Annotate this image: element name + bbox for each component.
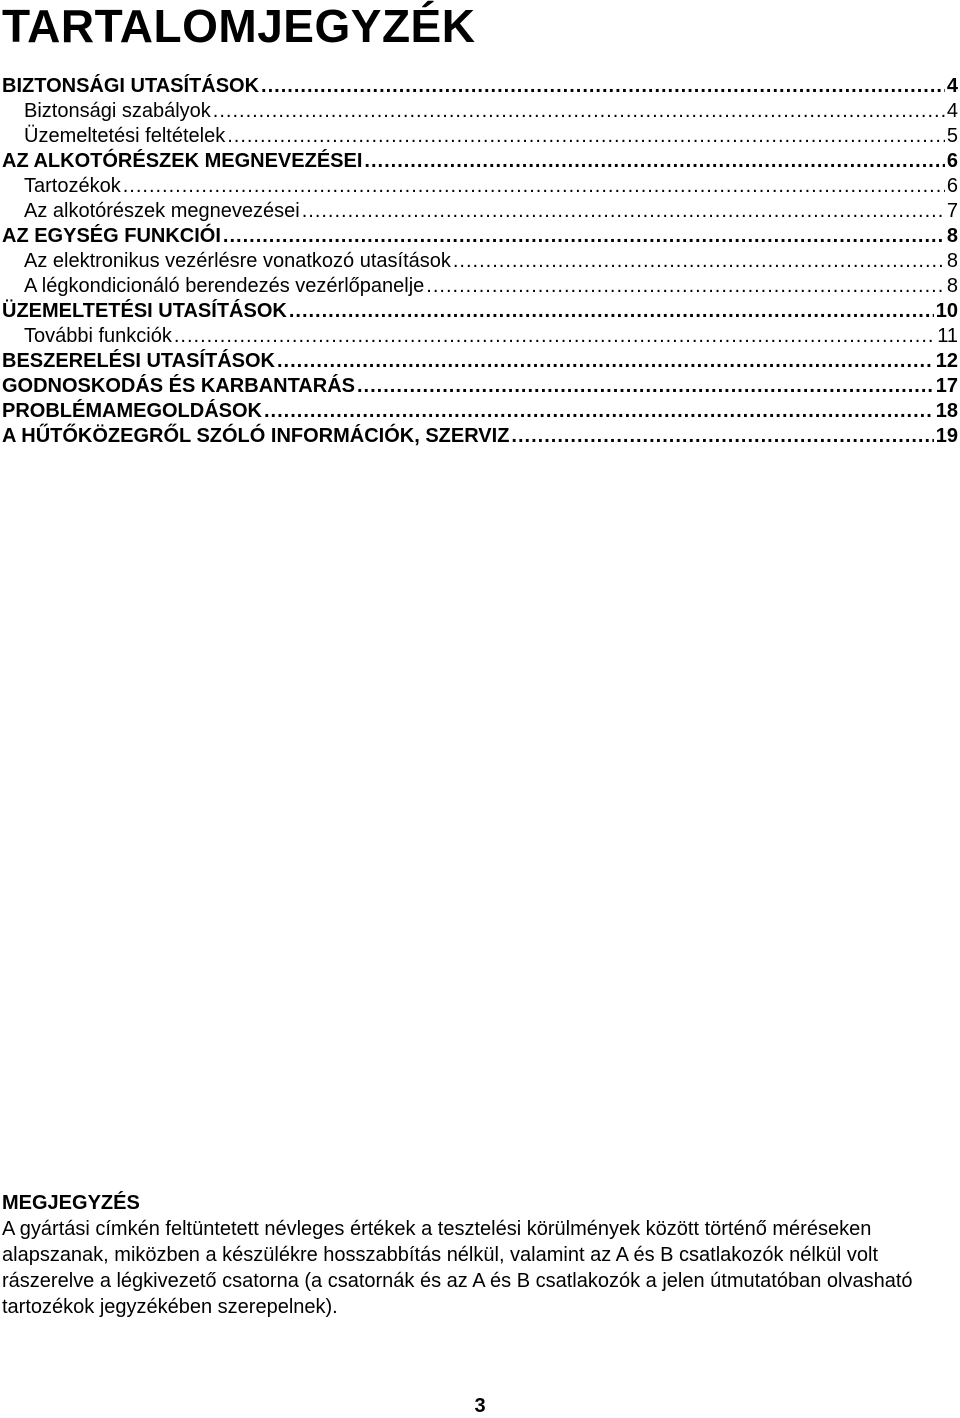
toc-entry-page: 7 bbox=[946, 200, 958, 222]
toc-dot-leader bbox=[357, 374, 934, 399]
toc-entry-title: BESZERELÉSI UTASÍTÁSOK bbox=[2, 350, 275, 372]
toc-entry[interactable] bbox=[2, 324, 958, 349]
toc-dot-leader bbox=[261, 74, 945, 99]
toc-entry-title: További funkciók bbox=[24, 325, 172, 347]
toc-entry[interactable] bbox=[2, 99, 958, 124]
toc-entry-title: AZ EGYSÉG FUNKCIÓI bbox=[2, 225, 221, 247]
toc-entry-title: PROBLÉMAMEGOLDÁSOK bbox=[2, 400, 262, 422]
toc-entry-title: AZ ALKOTÓRÉSZEK MEGNEVEZÉSEI bbox=[2, 150, 363, 172]
toc-entry[interactable] bbox=[2, 149, 958, 174]
toc-entry[interactable] bbox=[2, 124, 958, 149]
toc-entry-title: Az alkotórészek megnevezései bbox=[24, 200, 300, 222]
toc-dot-leader bbox=[364, 149, 944, 174]
toc-entry-title: ÜZEMELTETÉSI UTASÍTÁSOK bbox=[2, 300, 287, 322]
toc-entry-page: 6 bbox=[946, 150, 958, 172]
toc-entry[interactable] bbox=[2, 224, 958, 249]
toc-entry-page: 11 bbox=[937, 325, 958, 347]
toc-dot-leader bbox=[223, 224, 945, 249]
toc-entry[interactable] bbox=[2, 274, 958, 299]
toc-entry[interactable] bbox=[2, 399, 958, 424]
toc-entry-title: Tartozékok bbox=[24, 175, 121, 197]
toc-dot-leader bbox=[264, 399, 934, 424]
toc-entry[interactable] bbox=[2, 174, 958, 199]
toc-dot-leader bbox=[123, 174, 945, 199]
toc-entry-title: A légkondicionáló berendezés vezérlőpanelje bbox=[24, 275, 425, 297]
toc-entry[interactable] bbox=[2, 74, 958, 99]
toc-dot-leader bbox=[302, 199, 945, 224]
toc-entry[interactable] bbox=[2, 249, 958, 274]
toc-entry-page: 12 bbox=[935, 350, 958, 372]
page-title: TARTALOMJEGYZÉK bbox=[2, 0, 476, 52]
table-of-contents bbox=[2, 74, 958, 449]
toc-entry-title: Üzemeltetési feltételek bbox=[24, 125, 226, 147]
toc-entry-title: Biztonsági szabályok bbox=[24, 100, 211, 122]
toc-dot-leader bbox=[511, 424, 933, 449]
toc-entry-page: 8 bbox=[946, 275, 958, 297]
toc-dot-leader bbox=[426, 274, 945, 299]
toc-entry[interactable] bbox=[2, 299, 958, 324]
toc-entry[interactable] bbox=[2, 199, 958, 224]
toc-entry[interactable] bbox=[2, 424, 958, 449]
toc-entry-page: 18 bbox=[935, 400, 958, 422]
toc-dot-leader bbox=[227, 124, 945, 149]
toc-dot-leader bbox=[453, 249, 945, 274]
note-text: A gyártási címkén feltüntetett névleges értékek a tesztelési körülmények között történő méréseken alapszanak, miközben a készülékre hosszabbítás nélkül, valamint az A és B csatlakozók nélkül volt rászerelve a légkivezető csatorna (a csatornák és az A és B csatlakozók a jelen útmutatóban olvasható tartozékok jegyzékében szerepelnek). bbox=[2, 1218, 913, 1318]
toc-entry-title: A HŰTŐKÖZEGRŐL SZÓLÓ INFORMÁCIÓK, SZERVIZ bbox=[2, 425, 510, 447]
toc-dot-leader bbox=[289, 299, 934, 324]
toc-dot-leader bbox=[277, 349, 934, 374]
toc-entry-page: 4 bbox=[946, 75, 958, 97]
toc-entry-title: GODNOSKODÁS ÉS KARBANTARÁS bbox=[2, 375, 355, 397]
toc-entry-page: 17 bbox=[935, 375, 958, 397]
toc-entry-page: 8 bbox=[946, 225, 958, 247]
toc-entry-page: 8 bbox=[946, 250, 958, 272]
toc-entry-page: 4 bbox=[946, 100, 958, 122]
toc-entry-page: 10 bbox=[935, 300, 958, 322]
note-section bbox=[2, 1190, 958, 1320]
note-heading: MEGJEGYZÉS bbox=[2, 1192, 140, 1214]
toc-entry-page: 19 bbox=[935, 425, 958, 447]
toc-dot-leader bbox=[174, 324, 935, 349]
toc-entry-title: BIZTONSÁGI UTASÍTÁSOK bbox=[2, 75, 260, 97]
page-number: 3 bbox=[474, 1395, 486, 1417]
toc-dot-leader bbox=[213, 99, 945, 124]
toc-entry-page: 6 bbox=[946, 175, 958, 197]
toc-entry[interactable] bbox=[2, 349, 958, 374]
toc-entry-title: Az elektronikus vezérlésre vonatkozó utasítások bbox=[24, 250, 451, 272]
toc-entry[interactable] bbox=[2, 374, 958, 399]
toc-entry-page: 5 bbox=[946, 125, 958, 147]
